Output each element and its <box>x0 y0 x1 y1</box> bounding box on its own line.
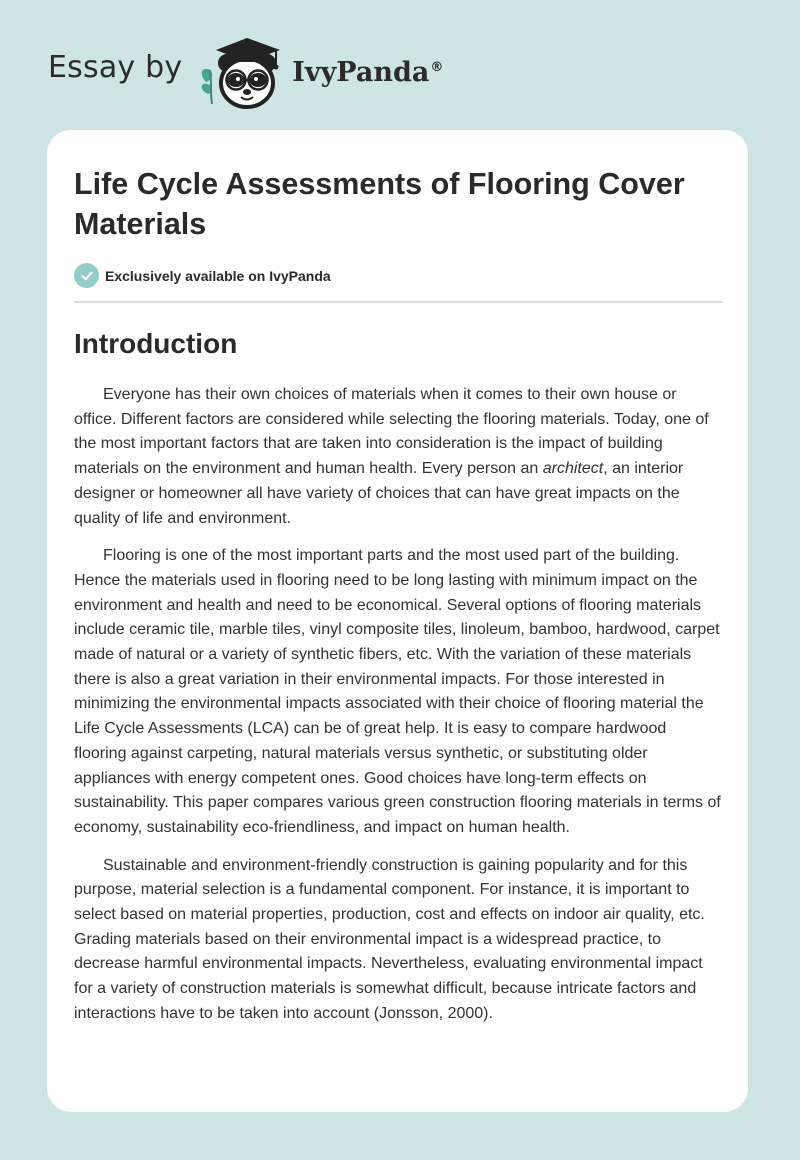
panda-graduate-icon <box>196 30 290 110</box>
registered-mark: ® <box>430 59 444 75</box>
check-circle-icon <box>74 263 99 288</box>
essay-content <box>74 164 723 1027</box>
paragraph-3: Sustainable and environment-friendly construction is gaining popularity and for this purpose, material selection is a fundamental component. For instance, it is important to select based on material properties, production, cost and effects on indoor air quality, etc. Grading materials based on their environmental impact is a widespread practice, to decrease harmful environmental impacts. Nevertheless, evaluating environmental impact for a variety of construction materials is somewhat difficult, because intricate factors and interactions have to be taken into account (Jonsson, 2000). <box>74 856 705 1022</box>
exclusive-badge-text: Exclusively available on IvyPanda <box>105 267 331 284</box>
paragraph-2: Flooring is one of the most important parts and the most used part of the building. Hence the materials used in flooring need to be long lasting with minimum impact on the environment and health and need to be economical. Several options of flooring materials include ceramic tile, marble tiles, vinyl composite tiles, linoleum, bamboo, hardwood, carpet made of natural or a variety of synthetic fibers, etc. With the variation of these materials there is also a great variation in their environmental impacts. For those interested in minimizing the environmental impacts associated with their choice of flooring material the Life Cycle Assessments (LCA) can be of great help. It is easy to compare hardwood flooring against carpeting, natural materials versus synthetic, or substituting older appliances with energy competent ones. Good choices have long-term effects on sustainability. This paper compares various green construction flooring materials in terms of economy, sustainability eco-friendliness, and impact on human health. <box>74 547 721 836</box>
exclusive-badge <box>74 263 723 288</box>
essay-title: Life Cycle Assessments of Flooring Cover Materials <box>74 167 685 241</box>
paragraph-1: Everyone has their own choices of materials when it comes to their own house or office. Different factors are considered while selecting the flooring materials. Today, one of the most important factors that are taken into consideration is the impact of building materials on the environment and human health. Every person an architect, an interior designer or homeowner all have variety of choices that can have great impacts on the quality of life and environment. <box>74 386 709 527</box>
site-logo[interactable] <box>48 30 443 110</box>
emphasis-architect: architect <box>542 460 604 478</box>
brand-name: IvyPanda® <box>292 56 444 88</box>
essay-card <box>47 130 748 1112</box>
divider <box>74 301 723 303</box>
section-heading-introduction: Introduction <box>74 328 238 359</box>
brand-prefix: Essay by <box>48 49 183 85</box>
